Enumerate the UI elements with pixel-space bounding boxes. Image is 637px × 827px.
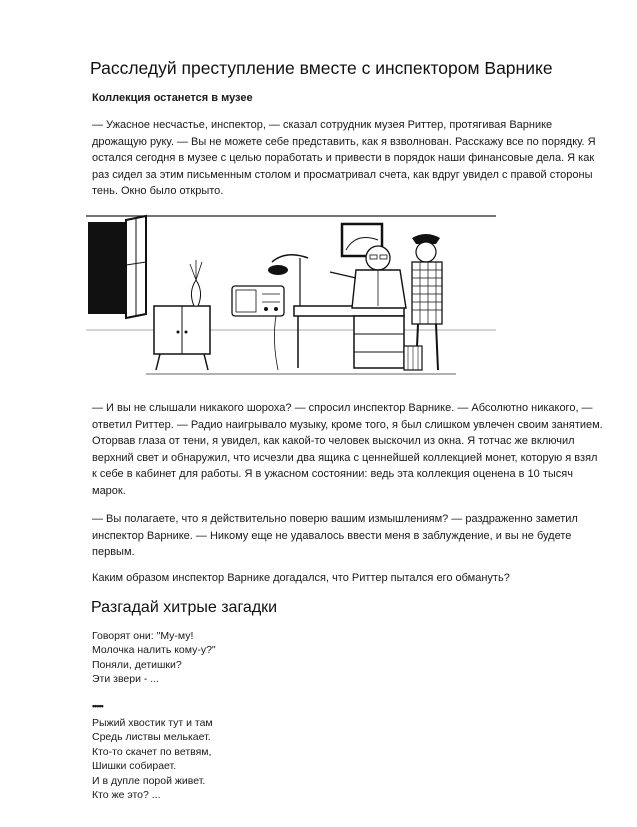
text-line: дрожащую руку. — Вы не можете себе представить, как я взволнован. Расскажу все по порядку. Я bbox=[92, 135, 596, 148]
story-question bbox=[92, 570, 592, 587]
text-line: Оторвав глаза от тени, я увидел, как какой-то человек выскочил из окна. Я тотчас же включил bbox=[92, 435, 575, 448]
section-title-investigation: Расследуй преступление вместе с инспектором Варнике bbox=[90, 58, 553, 78]
text-line: инспектор Варнике. — Никому еще не удавалось ввести меня в заблуждение, и вы не будете bbox=[92, 529, 572, 542]
riddle-2 bbox=[92, 716, 213, 802]
text-line: — Ужасное несчастье, инспектор, — сказал сотрудник музея Риттер, протягивая Варнике bbox=[92, 119, 553, 131]
riddle-line: Шишки собирает. bbox=[92, 760, 177, 773]
story-subtitle: Коллекция останется в музее bbox=[92, 92, 253, 104]
riddle-line: Говорят они: "Му-му! bbox=[92, 630, 194, 642]
riddle-line: Средь листвы мелькает. bbox=[92, 731, 211, 744]
story-paragraph-2 bbox=[92, 400, 603, 500]
text-line: ответил Риттер. — Радио наигрывало музыку, кроме того, я был слишком увлечен своим занятием. bbox=[92, 418, 603, 431]
text-line: Каким образом инспектор Варнике догадался, что Риттер пытался его обмануть? bbox=[92, 572, 510, 584]
riddle-1 bbox=[92, 629, 216, 687]
story-paragraph-1 bbox=[92, 117, 596, 200]
section-title-riddles: Разгадай хитрые загадки bbox=[91, 599, 278, 616]
riddle-line: Молочка налить кому-у?" bbox=[92, 644, 216, 657]
text-line: к себе в кабинет для работы. Я в ужасном состоянии: ведь эта коллекция оценена в 10 тысяч bbox=[92, 468, 573, 481]
waste-basket bbox=[404, 346, 422, 370]
text-line: раз сидел за этим письменным столом и просматривал счета, как вдруг увидел с правой стороны bbox=[92, 168, 593, 181]
riddle-line: Поняли, детишки? bbox=[92, 658, 182, 671]
writing-desk bbox=[274, 306, 404, 370]
text-line: марок. bbox=[92, 484, 126, 497]
riddle-line: Кто же это? ... bbox=[92, 789, 161, 802]
story-paragraph-3 bbox=[92, 511, 592, 561]
text-line: верхний свет и обнаружил, что исчезли два ящика с ценнейшей коллекцией монет, которую я взял bbox=[92, 451, 598, 464]
riddle-line: Эти звери - ... bbox=[92, 673, 160, 686]
riddle-separator: ••••• bbox=[92, 701, 103, 711]
text-line: остался сегодня в музее с целью поработать и привести в порядок наши финансовые дела. Я как bbox=[92, 152, 595, 165]
text-line: первым. bbox=[92, 546, 135, 559]
text-line: — Вы полагаете, что я действительно поверю вашим измышлениям? — раздраженно заметил bbox=[92, 513, 578, 525]
cabinet bbox=[154, 260, 210, 370]
crime-scene-illustration bbox=[86, 210, 496, 390]
riddle-line: Кто-то скачет по ветвям, bbox=[92, 745, 212, 758]
riddle-line: И в дупле порой живет. bbox=[92, 774, 206, 787]
text-line: — И вы не слышали никакого шороха? — спросил инспектор Варнике. — Абсолютно никакого, — bbox=[92, 402, 593, 414]
text-line: тень. Окно было открыто. bbox=[92, 185, 224, 198]
radio-set bbox=[232, 286, 284, 316]
riddle-line: Рыжий хвостик тут и там bbox=[92, 717, 213, 729]
open-window bbox=[88, 216, 146, 318]
